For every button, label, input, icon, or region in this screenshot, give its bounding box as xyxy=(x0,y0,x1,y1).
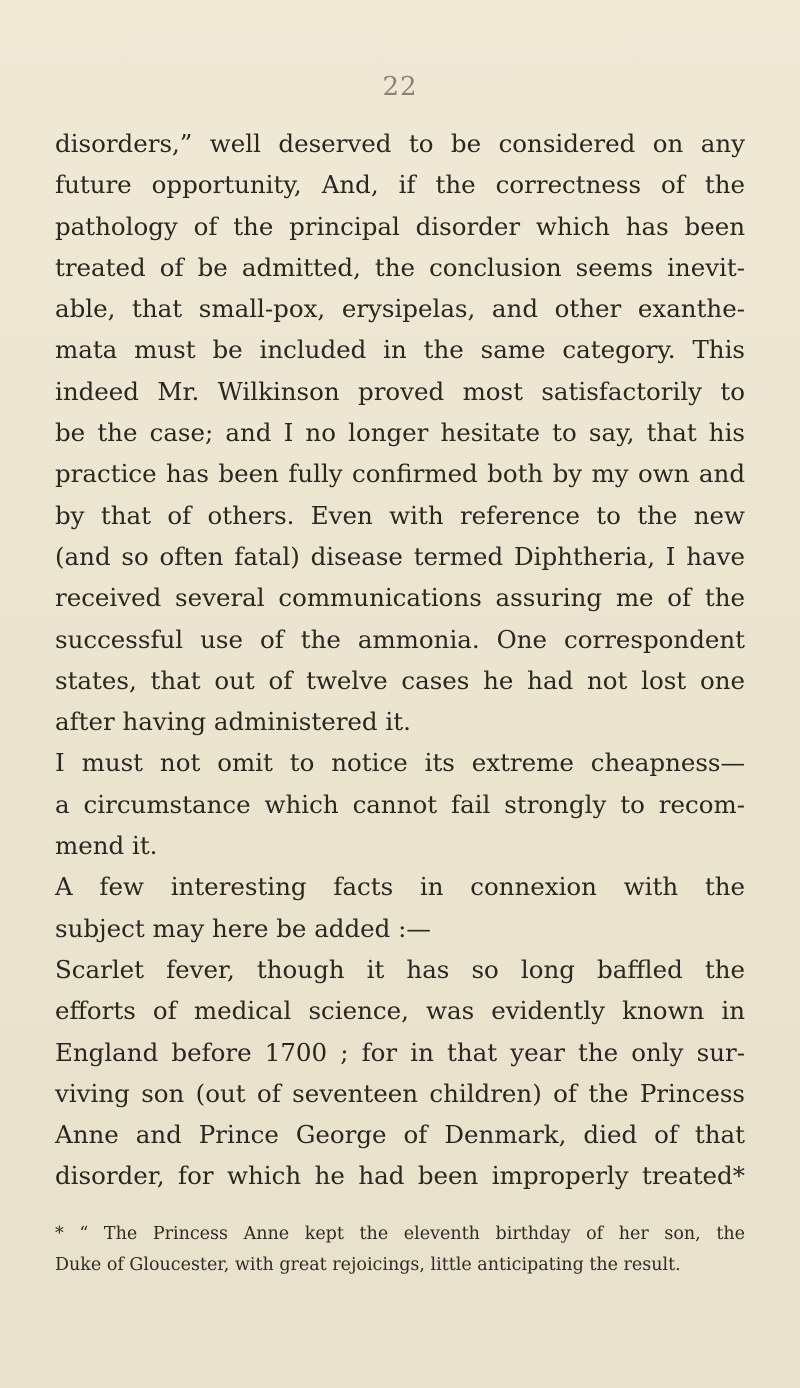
text-line: subject may here be added :— xyxy=(55,913,431,943)
text-line: indeed Mr. Wilkinson proved most satisfactorily to xyxy=(55,376,745,406)
footnote xyxy=(55,1219,745,1281)
page-number: 22 xyxy=(382,72,418,102)
text-line: be the case; and I no longer hesitate to say, that his xyxy=(55,418,745,448)
text-line: pathology of the principal disorder which has been xyxy=(55,211,745,241)
text-line: after having administered it. xyxy=(55,707,411,737)
text-line: able, that small-pox, erysipelas, and other exanthe- xyxy=(55,294,745,324)
text-line: mata must be included in the same category. This xyxy=(55,335,745,365)
text-line: successful use of the ammonia. One correspondent xyxy=(55,624,745,654)
text-line: states, that out of twelve cases he had not lost one xyxy=(55,665,745,695)
text-line: received several communications assuring me of the xyxy=(55,583,745,613)
body-text xyxy=(55,123,745,1197)
text-line: Scarlet fever, though it has so long baffled the xyxy=(55,954,745,984)
text-line: I must not omit to notice its extreme cheapness— xyxy=(55,748,745,778)
footnote-line: * “ The Princess Anne kept the eleventh birthday of her son, the xyxy=(55,1224,745,1244)
text-line: a circumstance which cannot fail strongly to recom- xyxy=(55,789,745,819)
text-line: by that of others. Even with reference to the new xyxy=(55,500,745,530)
text-line: efforts of medical science, was evidently known in xyxy=(55,996,745,1026)
text-line: practice has been fully confirmed both by my own and xyxy=(55,459,745,489)
text-line: viving son (out of seventeen children) of the Princess xyxy=(55,1078,745,1108)
text-line: Anne and Prince George of Denmark, died of that xyxy=(55,1120,745,1150)
text-line: disorders,” well deserved to be considered on any xyxy=(55,129,745,158)
text-line: (and so often fatal) disease termed Diphtheria, I have xyxy=(55,541,745,571)
text-line: A few interesting facts in connexion with the xyxy=(55,872,745,902)
text-line: treated of be admitted, the conclusion seems inevit- xyxy=(55,252,745,282)
text-line: mend it. xyxy=(55,831,158,861)
text-line: England before 1700 ; for in that year the only sur- xyxy=(55,1037,745,1067)
text-line: disorder, for which he had been improperly treated* xyxy=(55,1161,745,1191)
footnote-line: Duke of Gloucester, with great rejoicings, little anticipating the result. xyxy=(55,1255,681,1275)
text-line: future opportunity, And, if the correctness of the xyxy=(55,170,745,200)
